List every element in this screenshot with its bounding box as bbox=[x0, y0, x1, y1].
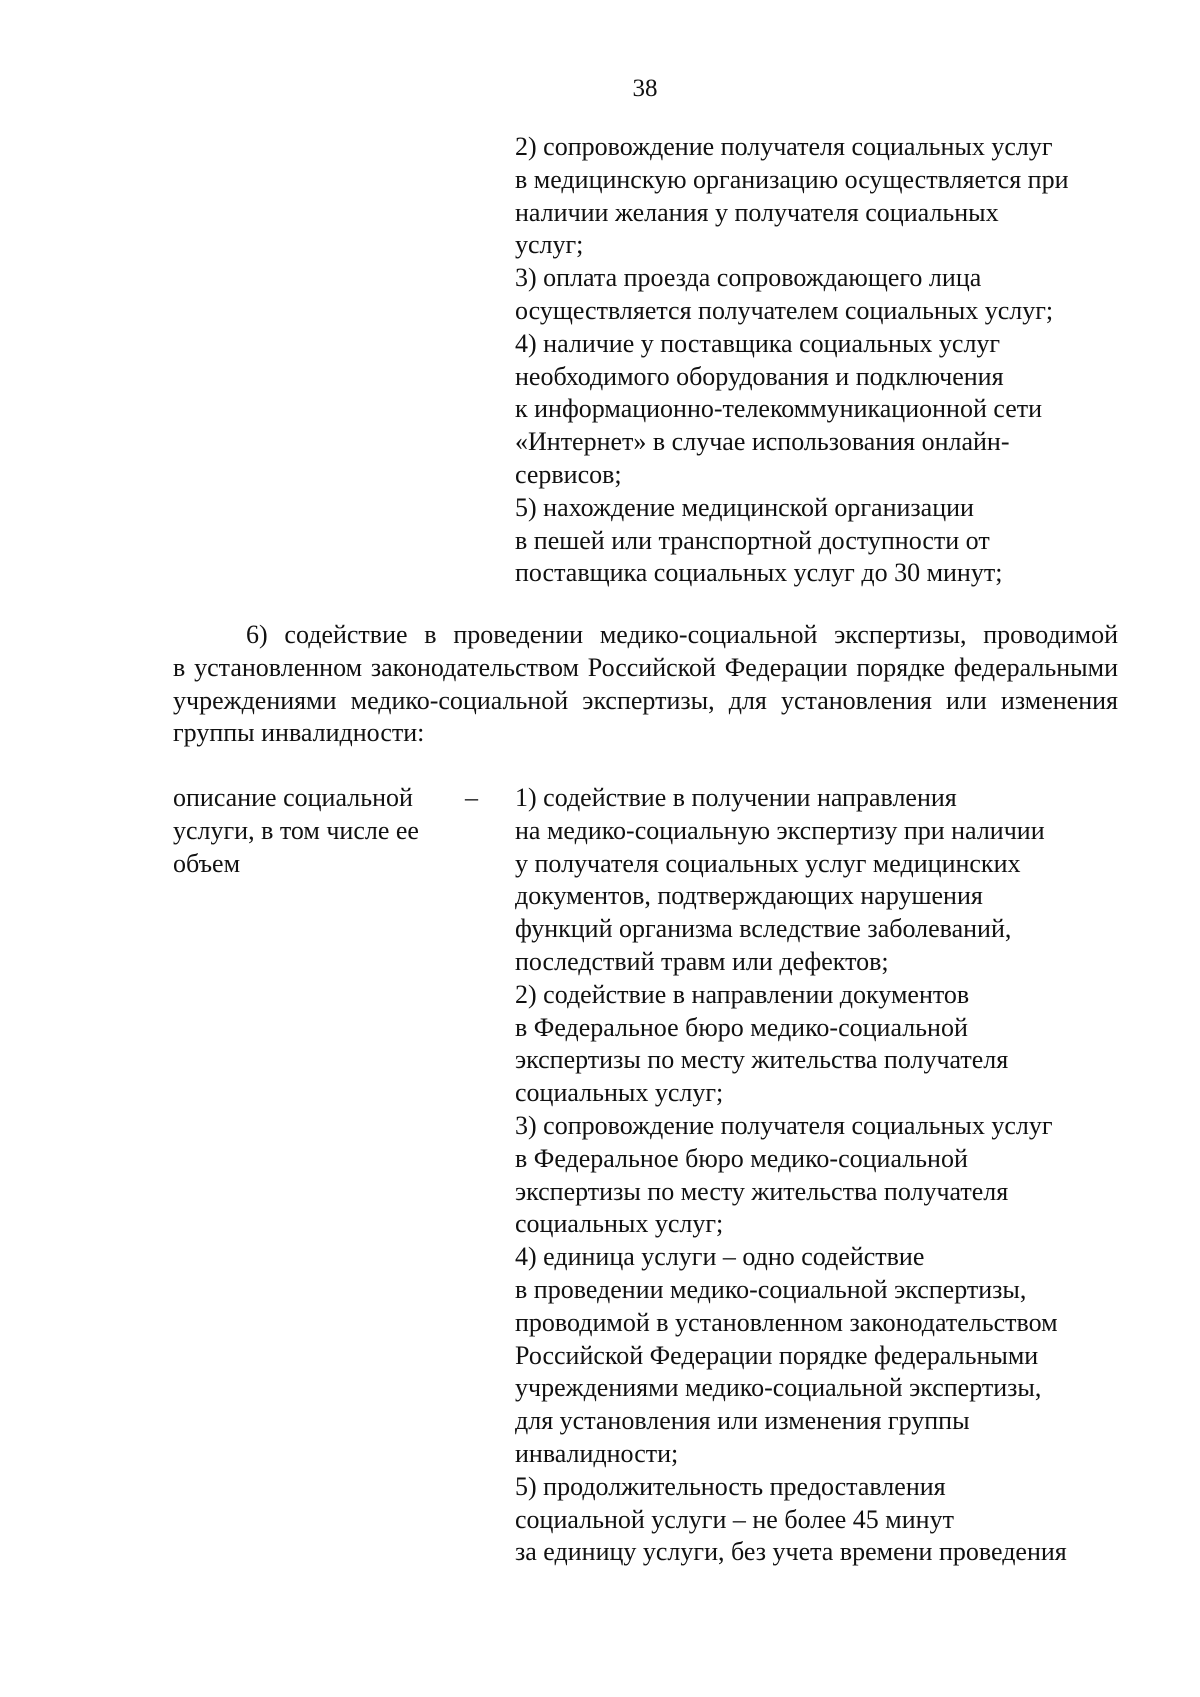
text-line: у получателя социальных услуг медицинских bbox=[515, 848, 1021, 878]
text-line: для установления или изменения группы bbox=[515, 1406, 970, 1436]
text-line: в Федеральное бюро медико-социальной bbox=[515, 1143, 968, 1173]
text-line: 2) сопровождение получателя социальных услуг bbox=[515, 132, 1053, 161]
text-line: 5) нахождение медицинской организации bbox=[515, 492, 974, 522]
text-line: Российской Федерации порядке федеральными bbox=[515, 1340, 1039, 1370]
text-line: последствий травм или дефектов; bbox=[515, 946, 889, 976]
text-line: 1) содействие в получении направления bbox=[515, 783, 957, 812]
text-line: услуги, в том числе ее bbox=[173, 815, 419, 845]
text-line: поставщика социальных услуг до 30 минут; bbox=[515, 558, 1003, 588]
text-line: описание социальной bbox=[173, 783, 413, 812]
text-line: объем bbox=[173, 848, 241, 878]
text-line: сервисов; bbox=[515, 459, 622, 489]
text-line: учреждениями медико-социальной экспертизы, bbox=[515, 1373, 1042, 1403]
text-line: документов, подтверждающих нарушения bbox=[515, 881, 983, 911]
text-line: 4) наличие у поставщика социальных услуг bbox=[515, 328, 1001, 358]
text-line: 2) содействие в направлении документов bbox=[515, 979, 970, 1009]
service-conditions-text bbox=[515, 131, 1135, 590]
text-line: 3) оплата проезда сопровождающего лица bbox=[515, 263, 982, 293]
service-description-label bbox=[173, 782, 463, 880]
text-line: инвалидности; bbox=[515, 1438, 679, 1468]
text-line: учреждениями медико-социальной экспертизы, для установления или изменения bbox=[173, 685, 1118, 715]
text-line: на медико-социальную экспертизу при наличии bbox=[515, 815, 1045, 845]
text-line: услуг; bbox=[515, 230, 584, 260]
text-line: экспертизы по месту жительства получателя bbox=[515, 1045, 1009, 1075]
text-line: экспертизы по месту жительства получателя bbox=[515, 1176, 1009, 1206]
text-line: осуществляется получателем социальных услуг; bbox=[515, 295, 1054, 325]
text-line: социальной услуги – не более 45 минут bbox=[515, 1504, 954, 1534]
text-line: наличии желания у получателя социальных bbox=[515, 197, 999, 227]
section-6-heading-paragraph bbox=[173, 619, 1118, 750]
text-line: функций организма вследствие заболеваний, bbox=[515, 914, 1012, 944]
text-line: в медицинскую организацию осуществляется при bbox=[515, 164, 1069, 194]
text-line: в Федеральное бюро медико-социальной bbox=[515, 1012, 968, 1042]
text-line: в установленном законодательством Российской Федерации порядке федеральными bbox=[173, 652, 1118, 682]
text-line: 4) единица услуги – одно содействие bbox=[515, 1242, 925, 1272]
text-line: социальных услуг; bbox=[515, 1078, 724, 1108]
text-line: 6) содействие в проведении медико-социальной экспертизы, проводимой bbox=[246, 620, 1118, 649]
text-line: проводимой в установленном законодательством bbox=[515, 1307, 1058, 1337]
text-line: социальных услуг; bbox=[515, 1209, 724, 1239]
text-line: группы инвалидности: bbox=[173, 718, 425, 748]
text-line: 5) продолжительность предоставления bbox=[515, 1471, 946, 1501]
text-line: необходимого оборудования и подключения bbox=[515, 361, 1004, 391]
service-description-text bbox=[515, 782, 1135, 1569]
page-number: 38 bbox=[632, 75, 658, 102]
label-dash: – bbox=[465, 783, 478, 812]
text-line: к информационно-телекоммуникационной сети bbox=[515, 394, 1043, 424]
text-line: 3) сопровождение получателя социальных услуг bbox=[515, 1110, 1053, 1140]
text-line: «Интернет» в случае использования онлайн- bbox=[515, 427, 1010, 457]
text-line: в проведении медико-социальной экспертизы, bbox=[515, 1274, 1027, 1304]
text-line: за единицу услуги, без учета времени проведения bbox=[515, 1537, 1067, 1567]
text-line: в пешей или транспортной доступности от bbox=[515, 525, 990, 555]
